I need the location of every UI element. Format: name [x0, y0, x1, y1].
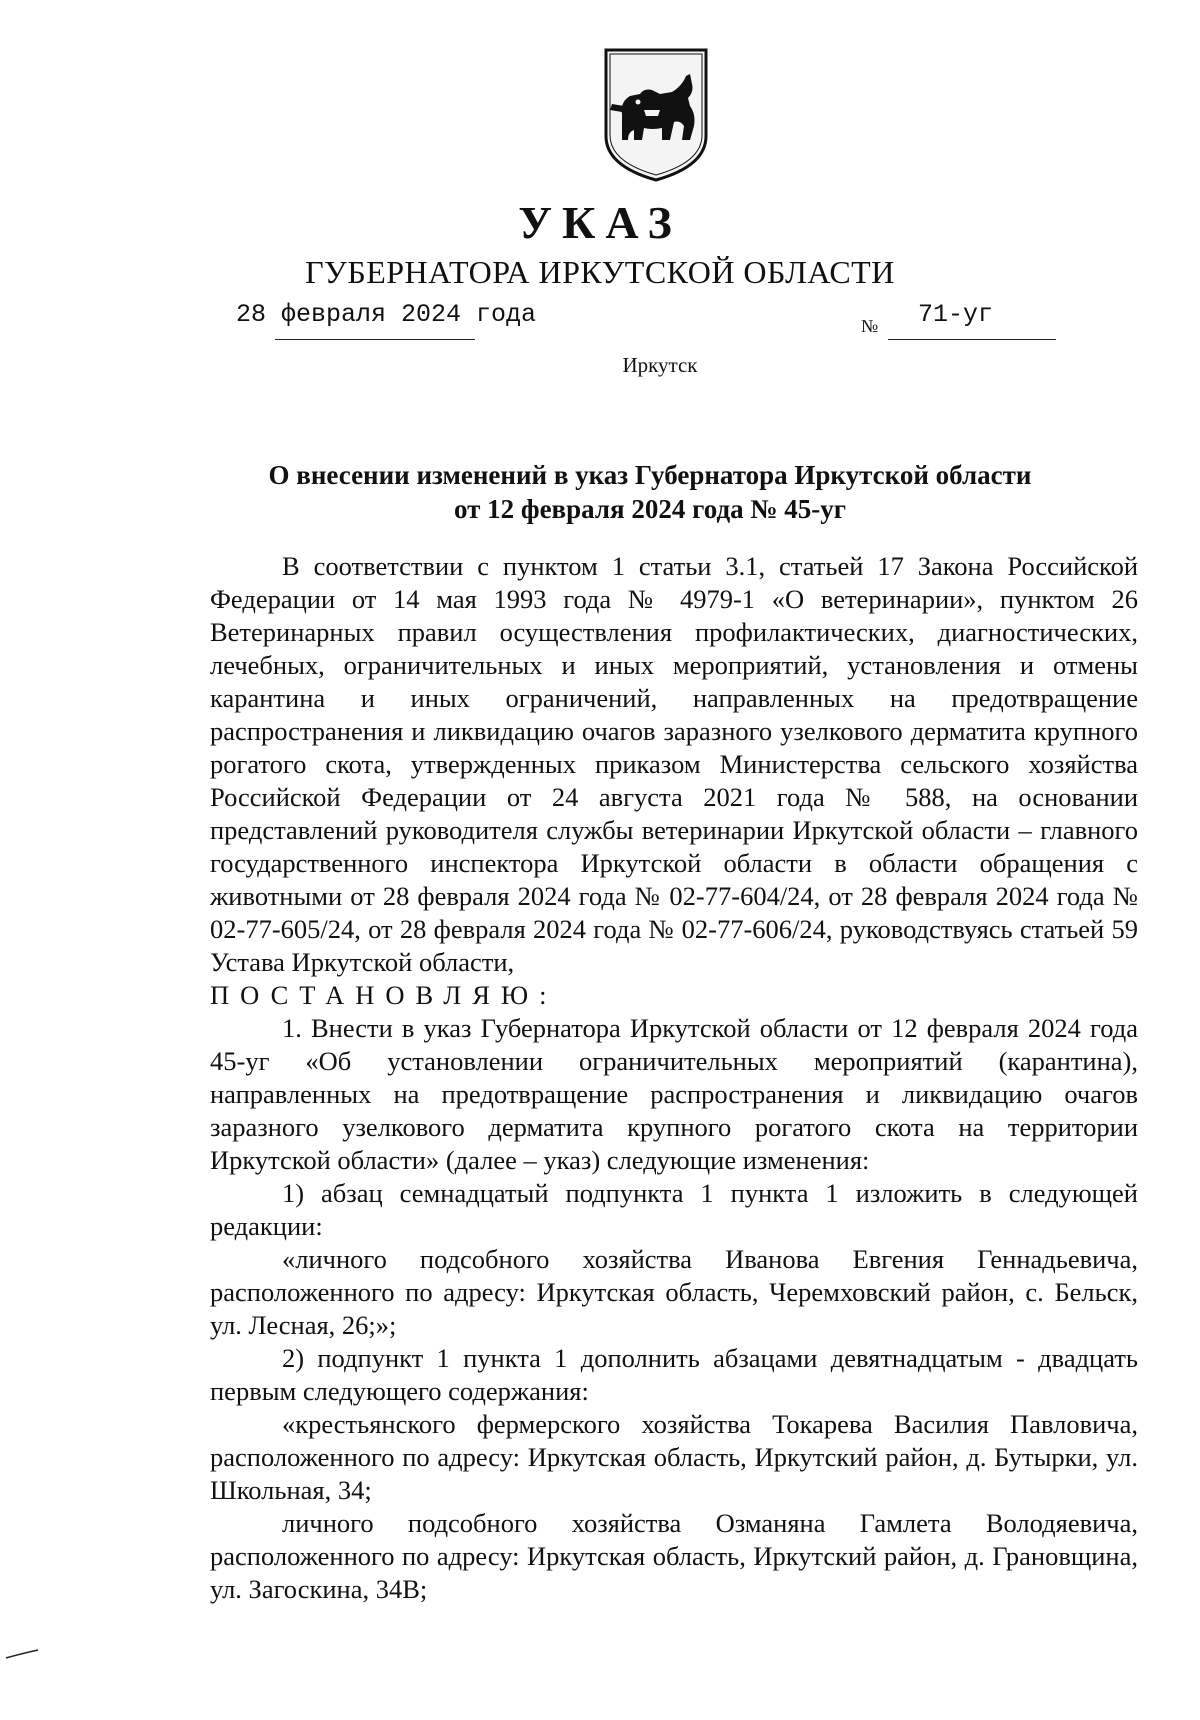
heading-line-1: О внесении изменений в указ Губернатора Иркутской области: [268, 460, 1032, 490]
decree-body: [210, 550, 1138, 1606]
preamble-paragraph: В соответствии с пунктом 1 статьи 3.1, статьей 17 Закона Российской Федерации от 14 мая 1993 года № 4979-1 «О ветеринарии», пунктом 26 Ветеринарных правил осуществления профилактических, диагностических, лечебных, ограничительных и иных мероприятий, установления и отмены карантина и иных ограничений, направленных на предотвращение распространения и ликвидацию очагов заразного узелкового дерматита крупного рогатого скота, утвержденных приказом Министерства сельского хозяйства Российской Федерации от 24 августа 2021 года № 588, на основании представлений руководителя службы ветеринарии Иркутской области – главного государственного инспектора Иркутской области в области обращения с животными от 28 февраля 2024 года № 02-77-604/24, от 28 февраля 2024 года № 02-77-605/24, от 28 февраля 2024 года № 02-77-606/24, руководствуясь статьей 59 Устава Иркутской области,: [210, 551, 1138, 977]
quoted-text-2: «крестьянского фермерского хозяйства Токарева Василия Павловича, расположенного по адресу: Иркутская область, Иркутский район, д. Бутырки, ул. Школьная, 34;: [210, 1409, 1138, 1505]
heading-line-2: от 12 февраля 2024 года № 45-уг: [453, 494, 846, 524]
coat-of-arms-icon: [600, 44, 712, 184]
number-label: №: [861, 316, 879, 336]
subitem-2-paragraph: 2) подпункт 1 пункта 1 дополнить абзацами девятнадцатым - двадцать первым следующего содержания:: [210, 1343, 1138, 1406]
city: Иркутск: [622, 353, 698, 377]
document-title: УКАЗ: [518, 197, 682, 248]
decree-number: 71-уг: [918, 300, 994, 329]
subitem-1-paragraph: 1) абзац семнадцатый подпункта 1 пункта 1 изложить в следующей редакции:: [210, 1178, 1138, 1241]
date-underline: [275, 339, 475, 340]
scan-mark: [4, 1646, 44, 1662]
item-1-paragraph: 1. Внести в указ Губернатора Иркутской области от 12 февраля 2024 года 45-уг «Об установлении ограничительных мероприятий (карантина), направленных на предотвращение распространения и ликвидацию очагов заразного узелкового дерматита крупного рогатого скота на территории Иркутской области» (далее – указ) следующие изменения:: [210, 1013, 1138, 1175]
quoted-text-3: личного подсобного хозяйства Озманяна Гамлета Володяевича, расположенного по адресу: Иркутская область, Иркутский район, д. Грановщина, ул. Загоскина, 34В;: [210, 1508, 1138, 1604]
quoted-text-1: «личного подсобного хозяйства Иванова Евгения Геннадьевича, расположенного по адресу: Иркутская область, Черемховский район, с. Бельск, ул. Лесная, 26;»;: [210, 1244, 1138, 1340]
number-underline: [888, 339, 1056, 340]
decree-heading: [210, 458, 1090, 526]
decree-date: 28 февраля 2024 года: [236, 300, 537, 329]
document-subtitle: ГУБЕРНАТОРА ИРКУТСКОЙ ОБЛАСТИ: [305, 254, 895, 290]
decree-word: ПОСТАНОВЛЯЮ:: [210, 980, 558, 1010]
